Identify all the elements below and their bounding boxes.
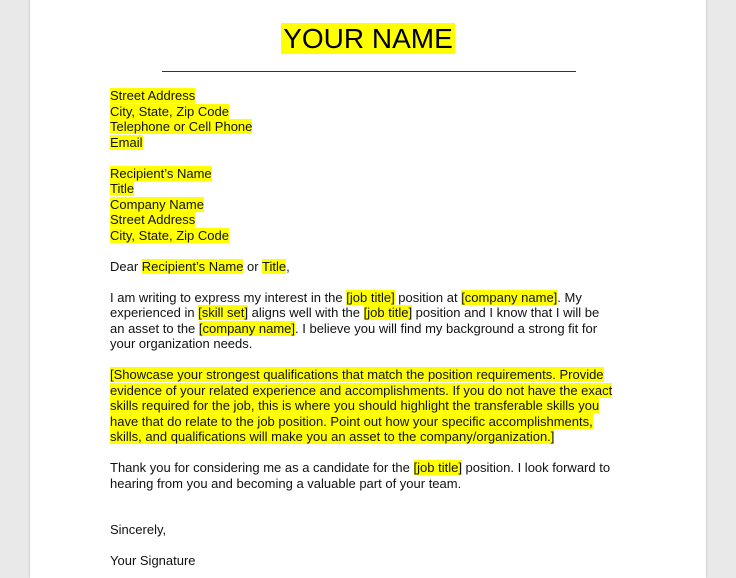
placeholder-company-name: [company name] — [198, 320, 296, 336]
placeholder-job-title: [job title] — [413, 460, 462, 475]
qualifications-line: [Showcase your strongest qualifications that match the position requirements. Provide — [110, 367, 604, 382]
placeholder-job-title: [job title] — [346, 289, 395, 305]
qualifications-line: skills required for the job, this is where you should highlight the transferable skills you — [110, 398, 600, 413]
name-title: YOUR NAME — [283, 23, 453, 54]
recipient-title: Title — [110, 181, 135, 196]
paragraph-qualifications — [110, 367, 630, 445]
recipient-city: City, State, Zip Code — [110, 227, 229, 243]
sender-email: Email — [110, 134, 143, 150]
sender-city: City, State, Zip Code — [110, 103, 229, 119]
paragraph-interest: I am writing to express my interest in the [job title] position at [company name]. My experienced in [skill set] aligns well with the [job title] position and I know that I will be an asset to the [company name]. I believe you will find my background a strong fit for your organization needs. — [110, 289, 600, 351]
sender-phone: Telephone or Cell Phone — [110, 119, 253, 134]
salutation-dear: Dear — [110, 258, 142, 274]
placeholder-company-name: [company name] — [461, 289, 558, 305]
sender-street: Street Address — [110, 88, 196, 103]
recipient-address — [110, 166, 630, 244]
recipient-street: Street Address — [110, 212, 196, 227]
paragraph-thanks: Thank you for considering me as a candidate for the [job title] position. I look forward to hearing from you and becoming a valuable part of your team. — [110, 460, 611, 491]
document-page — [30, 0, 706, 578]
signature: Your Signature — [110, 553, 196, 568]
closing: Sincerely, — [110, 522, 167, 537]
recipient-name: Recipient’s Name — [110, 165, 212, 181]
salutation — [110, 259, 630, 275]
qualifications-line: have that do relate to the job position. Point out how your specific accomplishments, — [110, 413, 593, 429]
recipient-company: Company Name — [110, 196, 204, 212]
sender-address — [110, 88, 630, 150]
salutation-or: or — [243, 258, 262, 274]
salutation-recipient: Recipient’s Name — [141, 258, 244, 274]
salutation-comma: , — [286, 258, 290, 274]
salutation-title: Title — [262, 258, 287, 274]
header — [30, 22, 706, 56]
header-divider — [162, 71, 576, 72]
qualifications-line: evidence of your related experience and accomplishments. If you do not have the exact — [110, 382, 613, 398]
qualifications-line: skills, and qualifications will make you an asset to the company/organization.] — [110, 429, 555, 444]
placeholder-job-title: [job title] — [363, 305, 413, 320]
letter-body — [110, 88, 630, 569]
placeholder-skill-set: [skill set] — [198, 305, 249, 320]
